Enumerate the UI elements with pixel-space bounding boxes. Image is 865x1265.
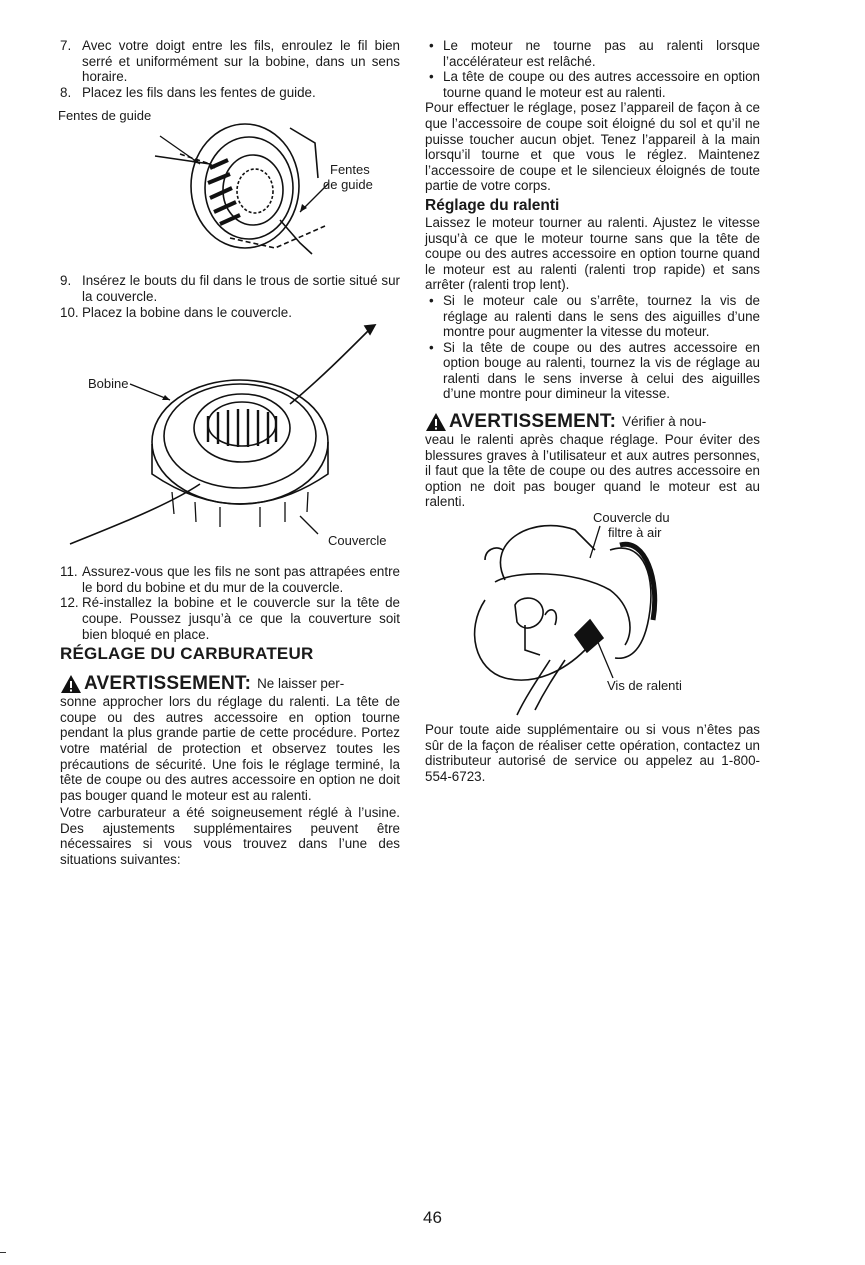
label-air-filter-cover-line2: filtre à air: [608, 525, 662, 541]
carburetor-heading: RÉGLAGE DU CARBURATEUR: [60, 644, 314, 664]
page-number: 46: [423, 1208, 442, 1227]
bullet-text: Le moteur ne tourne pas au ralenti lorsque l’accélérateur est relâché.: [443, 38, 760, 69]
warning-triangle-icon: [425, 412, 447, 432]
bullet-item: [425, 38, 760, 69]
step-text: Assurez-vous que les fils ne sont pas attrapées entre le bord du bobine et du mur de la couvercle.: [82, 564, 400, 595]
bullet-dot: •: [429, 292, 434, 308]
label-guide-slots-left: Fentes de guide: [58, 108, 152, 124]
warning-lead: Ne laisser per-: [257, 676, 345, 692]
warning-lead: Vérifier à nou-: [622, 414, 707, 430]
step-number: 12.: [60, 595, 79, 611]
label-spool: Bobine: [88, 376, 129, 392]
warning-title: AVERTISSEMENT:: [84, 673, 252, 695]
step-9: [60, 273, 400, 304]
carburetor-paragraph: Votre carburateur a été soigneusement réglé à l’usine. Des ajustements supplémentaires peuvent être nécessaires si vous vous trouvez dans l’une des situations suivantes:: [60, 805, 400, 868]
warning-body: sonne approcher lors du réglage du ralenti. La tête de coupe ou des autres accessoire en option tourne pendant la plus grande partie de cette procédure. Portez votre matérial de protection et observez toutes les précautions de sécurité. Une fois le réglage terminé, la tête de coupe ou des autres accessoire en option ne doit pas bouger quand le moteur est au ralenti.: [60, 694, 400, 803]
bullet-item: [425, 69, 760, 100]
idle-paragraph: Laissez le moteur tourner au ralenti. Ajustez le vitesse jusqu’à ce que le moteur tourne sans que la tête de coupe ou des autres accessoire en option tourne quand le moteur est au ralenti (ralenti trop rapide) et sans arrêter (ralenti trop lent).: [425, 214, 760, 293]
label-air-filter-cover-line1: Couvercle du: [593, 510, 670, 526]
bullet-text: La tête de coupe ou des autres accessoire en option tourne quand le moteur est au ralenti.: [443, 69, 760, 100]
step-text: Insérez le bouts du fil dans le trous de sortie situé sur la couvercle.: [82, 273, 400, 304]
bullet-dot: •: [429, 339, 434, 355]
spool-cover-figure: [60, 324, 400, 564]
step-11: [60, 564, 400, 595]
step-number: 9.: [60, 273, 72, 289]
right-column: [425, 38, 760, 784]
warning-header: [425, 412, 760, 432]
label-idle-screw: Vis de ralenti: [607, 678, 682, 694]
spool-cover-illustration: [60, 324, 400, 564]
corner-mark: [0, 1252, 6, 1253]
step-10: [60, 305, 400, 321]
step-text: Avec votre doigt entre les fils, enroulez le fil bien serré et uniformément sur la bobine, dans un sens horaire.: [82, 38, 400, 85]
bullet-dot: •: [429, 38, 434, 53]
idle-heading: Réglage du ralenti: [425, 196, 560, 214]
step-text: Ré-installez la bobine et le couvercle sur la tête de coupe. Poussez jusqu’à ce que la couverture soit bien bloqué en place.: [82, 595, 400, 642]
spool-guide-slots-figure: [60, 108, 400, 273]
label-cover: Couvercle: [328, 533, 387, 549]
step-number: 10.: [60, 304, 79, 320]
warning-title: AVERTISSEMENT:: [449, 411, 617, 433]
step-text: Placez la bobine dans le couvercle.: [82, 304, 292, 320]
step-number: 8.: [60, 84, 72, 100]
engine-idle-screw-figure: [425, 510, 760, 722]
bullet-item: [425, 293, 760, 340]
step-number: 11.: [60, 564, 78, 580]
step-number: 7.: [60, 38, 72, 53]
warning-triangle-icon: [60, 674, 82, 694]
label-guide-slots-right-line1: Fentes: [330, 162, 370, 178]
bullet-dot: •: [429, 69, 434, 85]
bullet-item: [425, 340, 760, 402]
adjustment-paragraph: Pour effectuer le réglage, posez l’appareil de façon à ce que l’accessoire de coupe soit éloigné du sol et qu’il ne puisse toucher aucun objet. Tenez l’appareil à la main lorsqu’il tourne et que vous le réglez. Maintenez l’accessoire de coupe et le silencieux éloignés de toute partie de votre corps.: [425, 100, 760, 194]
label-guide-slots-right-line2: de guide: [323, 177, 373, 193]
help-paragraph: Pour toute aide supplémentaire ou si vous n’êtes pas sûr de la façon de réaliser cette opération, contactez un distributeur autorisé de service ou appelez au 1-800-554-6723.: [425, 722, 760, 784]
step-7: [60, 38, 400, 85]
bullet-text: Si le moteur cale ou s’arrête, tournez la vis de réglage au ralenti dans le sens des aiguilles d’une montre pour augmenter la vitesse du moteur.: [443, 292, 760, 340]
bullet-text: Si la tête de coupe ou des autres accessoire en option bouge au ralenti, tournez la vis de réglage au ralenti dans le sens inverse à celui des aiguilles d’une montre pour dimineur la vitesse.: [443, 339, 760, 402]
left-column: [60, 38, 400, 868]
warning-header: [60, 674, 400, 694]
warning-body: veau le ralenti après chaque réglage. Pour éviter des blessures graves à l’utilisateur et aux autres personnes, il faut que la tête de coupe ou des autres accessoire en option ne doit pas bouger quand le moteur est au ralenti.: [425, 432, 760, 510]
step-8: [60, 85, 400, 101]
step-12: [60, 595, 400, 642]
engine-illustration: [425, 510, 760, 722]
step-text: Placez les fils dans les fentes de guide.: [82, 84, 316, 100]
